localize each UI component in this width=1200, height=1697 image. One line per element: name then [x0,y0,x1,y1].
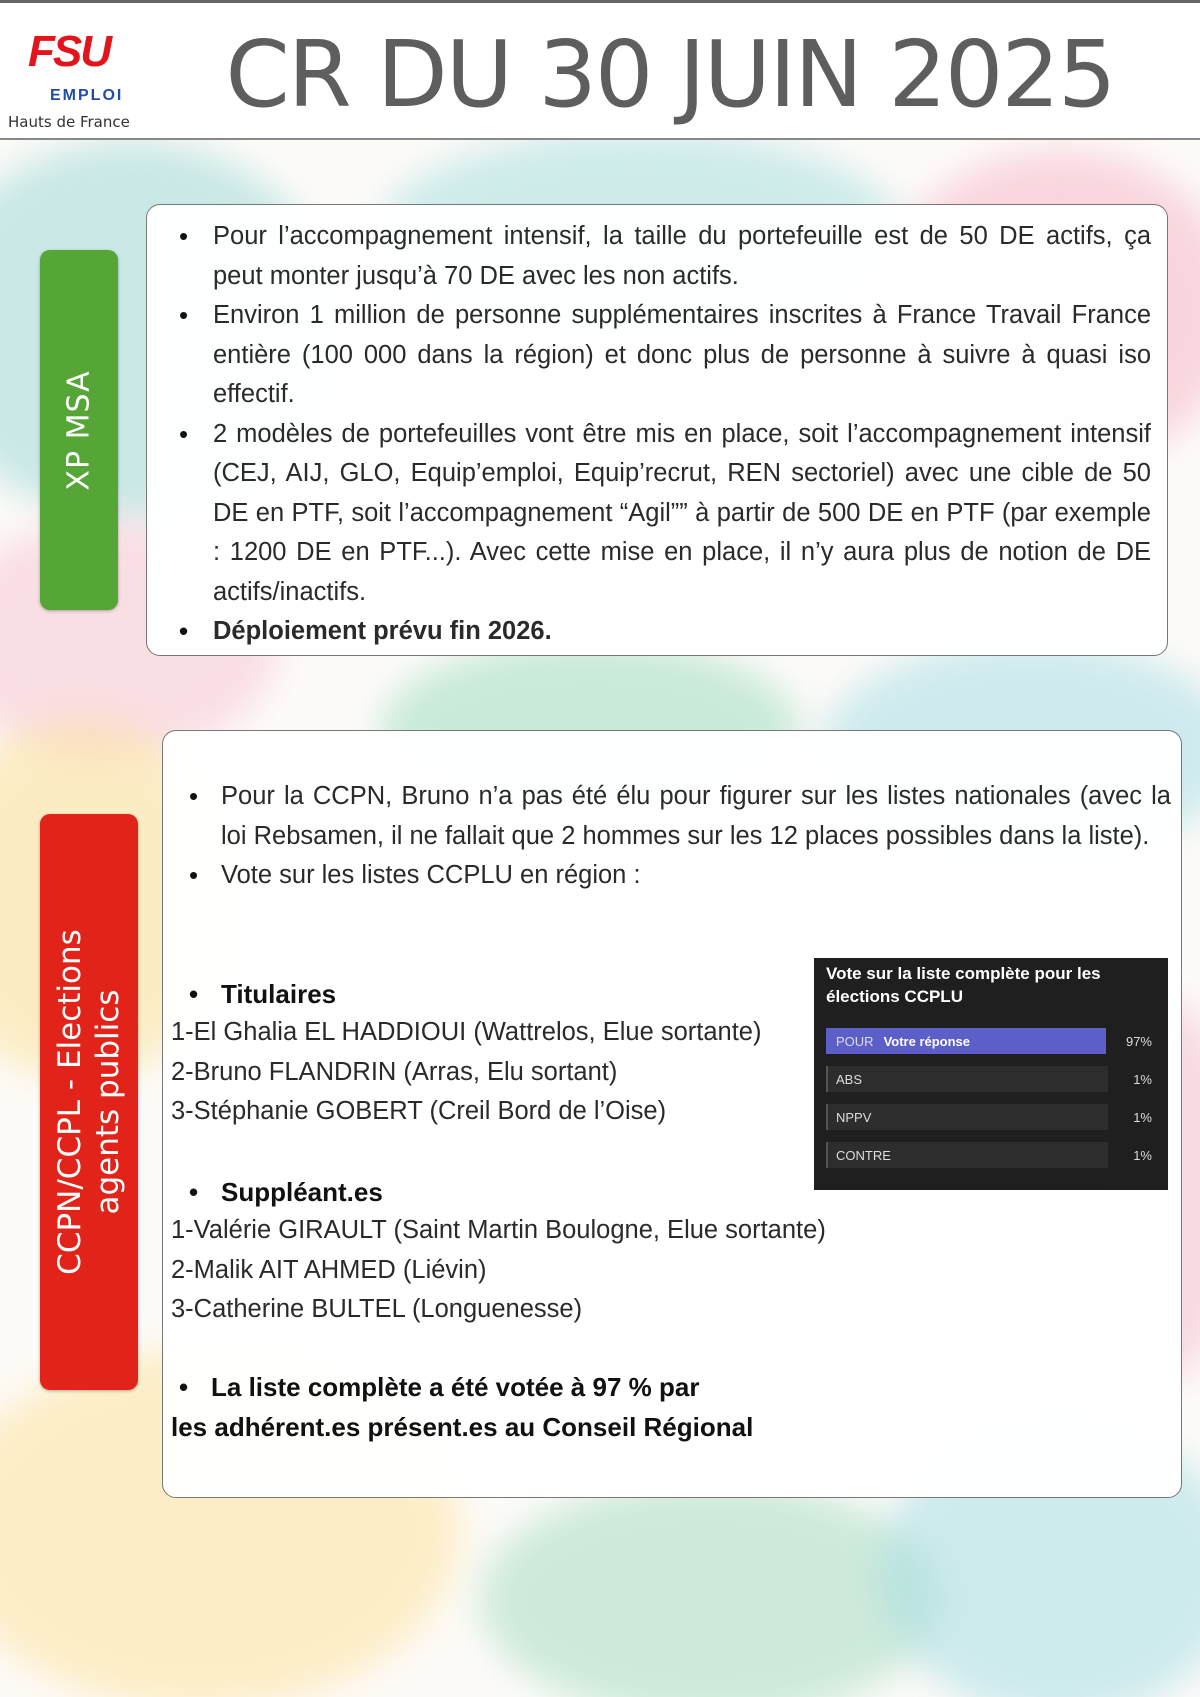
section-tab-label-line2: agents publics [90,989,126,1215]
poll-option-label: POUR [836,1034,874,1049]
suppleant-item: 3-Catherine BULTEL (Longuenesse) [171,1295,583,1323]
logo-brand: FSU [28,27,110,76]
page-header [0,0,1200,140]
suppleant-item: 2-Malik AIT AHMED (Liévin) [171,1256,487,1284]
page-title: CR DU 30 JUIN 2025 [225,21,1115,128]
poll-option-pour [826,1028,1156,1054]
elections-bullets [181,777,1171,896]
suppleants-heading: • Suppléant.es [181,1177,383,1208]
section-tab-label: XP MSA [61,369,97,491]
list-item: • Pour la CCPN, Bruno n’a pas été élu pour figurer sur les listes nationales (avec la loi Rebsamen, il ne fallait que 2 hommes sur les 12 places possibles dans la liste). [181,777,1171,856]
vote-result-summary [171,1367,753,1447]
logo-sub: EMPLOI [50,87,124,104]
list-item: • Environ 1 million de personne supplémentaires inscrites à France Travail France entière (100 000 dans la région) et donc plus de personne à suivre à quasi iso effectif. [171,296,1151,415]
poll-option-label: ABS [836,1072,863,1087]
section-tab-elections [40,814,138,1390]
poll-option-pct: 1% [1133,1110,1152,1125]
list-item: • Vote sur les listes CCPLU en région : [181,856,1171,896]
vote-result-line1: • La liste complète a été votée à 97 % par [171,1367,753,1407]
list-item: • Déploiement prévu fin 2026. [171,612,1151,652]
poll-option-label: NPPV [836,1110,872,1125]
logo-region: Hauts de France [8,113,130,131]
xp-msa-bullets [171,217,1151,652]
section-tab-xp-msa [40,250,118,610]
suppleant-item: 1-Valérie GIRAULT (Saint Martin Boulogne, Elue sortante) [171,1216,826,1244]
list-item: • 2 modèles de portefeuilles vont être mis en place, soit l’accompagnement intensif (CEJ, AIJ, GLO, Equip’emploi, Equip’recrut, REN sectoriel) avec une cible de 50 DE en PTF, soit l’accompagnement “Agil”” à partir de 500 DE en PTF (par exemple : 1200 DE en PTF...). Avec cette mise en place, il n’y aura plus de notion de DE actifs/inactifs. [171,415,1151,613]
xp-msa-card [146,204,1168,656]
titulaires-heading: • Titulaires [181,979,336,1010]
titulaire-item: 2-Bruno FLANDRIN (Arras, Elu sortant) [171,1058,618,1086]
vote-result-line2: les adhérent.es présent.es au Conseil Régional [171,1412,754,1442]
poll-title: Vote sur la liste complète pour les élections CCPLU [826,964,1101,1006]
poll-option-contre [826,1142,1156,1168]
titulaire-item: 1-El Ghalia EL HADDIOUI (Wattrelos, Elue sortante) [171,1018,762,1046]
titulaire-item: 3-Stéphanie GOBERT (Creil Bord de l’Oise) [171,1097,667,1125]
fsu-logo [8,21,158,133]
poll-option-label: CONTRE [836,1148,891,1163]
poll-selected-tag: Votre réponse [883,1034,971,1049]
poll-result-panel [814,958,1168,1190]
list-item: • Pour l’accompagnement intensif, la taille du portefeuille est de 50 DE actifs, ça peut monter jusqu’à 70 DE avec les non actifs. [171,217,1151,296]
poll-option-abs [826,1066,1156,1092]
poll-option-nppv [826,1104,1156,1130]
poll-option-pct: 1% [1133,1072,1152,1087]
poll-option-pct: 1% [1133,1148,1152,1163]
section-tab-label-line1: CCPN/CCPL - Elections [52,929,88,1275]
poll-option-pct: 97% [1125,1034,1152,1049]
